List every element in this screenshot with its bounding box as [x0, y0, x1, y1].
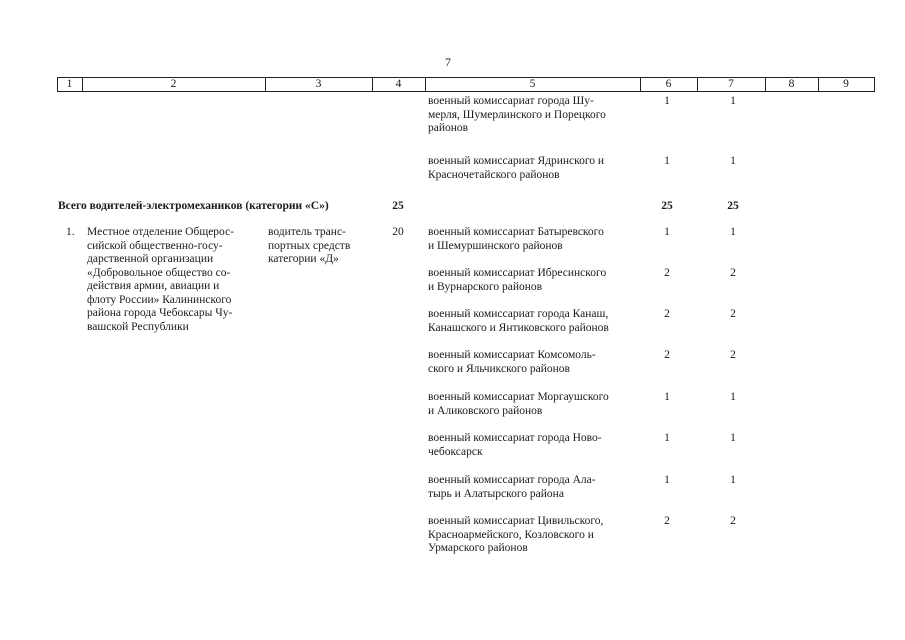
office-line: военный комиссариат города Шу-	[428, 95, 594, 107]
organization-line: флоту России» Калининского	[87, 293, 232, 306]
office-line: Урмарского районов	[428, 542, 528, 554]
office-line: ского и Яльчикского районов	[428, 362, 570, 375]
office-line: и Вурнарского районов	[428, 280, 543, 293]
count-col7: 1	[730, 155, 736, 167]
count-col7: 2	[730, 349, 736, 361]
office-line: Канашского и Янтиковского районов	[428, 321, 609, 334]
count-col6: 2	[664, 515, 670, 527]
specialty-line: портных средств	[268, 239, 351, 252]
header-bottom-rule	[57, 91, 875, 92]
office-line: военный комиссариат города Ново-	[428, 432, 602, 444]
count-col7: 1	[730, 95, 736, 107]
office-line: Красноармейского, Козловского и	[428, 528, 594, 541]
count-col6: 1	[664, 226, 670, 238]
organization-line: района города Чебоксары Чу-	[87, 307, 233, 319]
count-col6: 1	[664, 474, 670, 486]
office-cell	[428, 267, 634, 294]
count-col6: 2	[664, 349, 670, 361]
office-line: мерля, Шумерлинского и Порецкого	[428, 108, 606, 121]
entry-col4: 20	[392, 226, 404, 238]
header-divider	[874, 78, 875, 91]
office-line: Красночетайского районов	[428, 168, 560, 181]
count-col7: 1	[730, 226, 736, 238]
header-cell: 4	[395, 78, 402, 90]
office-cell	[428, 226, 634, 253]
count-col7: 1	[730, 432, 736, 444]
office-line: военный комиссариат Ядринского и	[428, 155, 605, 167]
organization-line: вашской Республики	[87, 320, 189, 333]
total-col4: 25	[392, 200, 404, 212]
organization-line: дарственной организации	[87, 253, 214, 265]
count-col7: 1	[730, 391, 736, 403]
office-cell	[428, 474, 634, 501]
header-cell: 8	[788, 78, 795, 90]
office-cell	[428, 155, 634, 182]
office-cell	[428, 515, 634, 556]
specialty-line: водитель транс-	[268, 226, 346, 238]
office-line: военный комиссариат города Канаш,	[428, 308, 609, 320]
header-cell: 2	[170, 78, 177, 90]
office-cell	[428, 95, 634, 136]
header-cell: 7	[728, 78, 734, 90]
row-index: 1.	[66, 226, 75, 238]
page-number: 7	[445, 55, 451, 69]
count-col6: 1	[664, 155, 670, 167]
organization-line: действия армии, авиации и	[87, 280, 220, 292]
office-line: военный комиссариат города Ала-	[428, 474, 596, 486]
specialty-line: категории «Д»	[268, 253, 339, 265]
count-col7: 2	[730, 308, 736, 320]
office-line: чебоксарск	[428, 445, 483, 458]
office-line: военный комиссариат Цивильского,	[428, 515, 604, 527]
header-cell: 1	[66, 78, 73, 90]
count-col7: 2	[730, 267, 736, 279]
count-col6: 2	[664, 308, 670, 320]
organization-line: Местное отделение Общерос-	[87, 226, 235, 238]
header-cell: 3	[315, 78, 322, 90]
organization-line: сийской общественно-госу-	[87, 239, 223, 252]
organization-line: «Добровольное общество со-	[87, 266, 231, 279]
total-col6: 25	[661, 200, 673, 212]
office-line: и Аликовского районов	[428, 404, 543, 417]
office-line: тырь и Алатырского района	[428, 487, 564, 500]
specialty-cell	[268, 226, 366, 267]
organization-cell	[87, 226, 260, 334]
count-col6: 1	[664, 391, 670, 403]
office-line: и Шемуршинского районов	[428, 239, 563, 252]
total-label: Всего водителей-электромехаников (категории «С»)	[58, 200, 329, 212]
header-cell: 6	[665, 78, 672, 90]
office-cell	[428, 308, 634, 335]
office-line: военный комиссариат Ибресинского	[428, 267, 607, 279]
office-line: районов	[428, 122, 469, 134]
count-col6: 1	[664, 95, 670, 107]
office-line: военный комиссариат Комсомоль-	[428, 349, 596, 361]
office-cell	[428, 391, 634, 418]
count-col7: 1	[730, 474, 736, 486]
office-cell	[428, 432, 634, 459]
count-col7: 2	[730, 515, 736, 527]
header-cell: 5	[529, 78, 536, 90]
count-col6: 2	[664, 267, 670, 279]
office-line: военный комиссариат Батыревского	[428, 226, 604, 238]
total-col7: 25	[727, 200, 739, 212]
office-cell	[428, 349, 634, 376]
office-line: военный комиссариат Моргаушского	[428, 391, 609, 403]
count-col6: 1	[664, 432, 670, 444]
header-cell: 9	[843, 78, 849, 90]
